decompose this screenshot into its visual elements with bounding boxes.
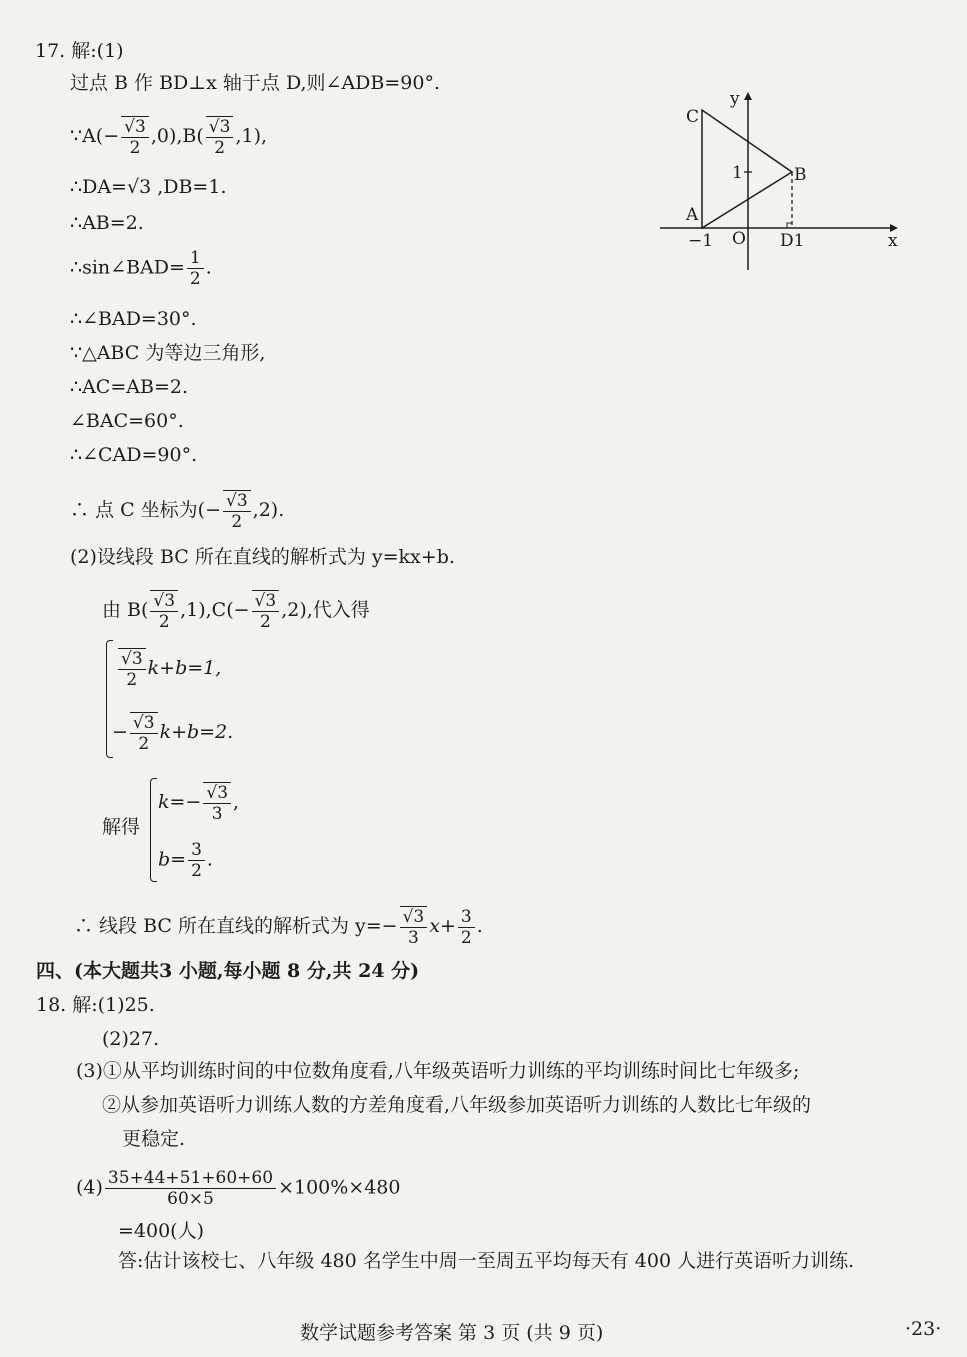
fraction: $\frac{√3}{3}$ — [400, 906, 428, 948]
y-axis-arrow — [744, 92, 752, 100]
q18-line-2: (2)27. — [102, 1028, 160, 1050]
coordinate-figure — [650, 88, 910, 278]
fraction: $\frac{√3}{2}$ — [118, 648, 146, 690]
q17-line-2: ∵A(− $\frac{√3}{2}$ ,0),B( $\frac{√3}{2}$ ,1), — [70, 117, 268, 158]
q18-line-8: 答:估计该校七、八年级 480 名学生中周一至周五平均每天有 400 人进行英语听力训练. — [118, 1250, 855, 1272]
q17-line-10: ∴∠CAD=90°. — [70, 444, 198, 466]
system-brace-2 — [150, 778, 157, 882]
q18-line-4: ②从参加英语听力训练人数的方差角度看,八年级参加英语听力训练的人数比七年级的 — [102, 1094, 812, 1116]
label-x: x — [888, 231, 898, 251]
solve-label: 解得 — [102, 816, 141, 838]
fraction: $\frac{3}{2}$ — [188, 840, 205, 881]
q18-line-7: =400(人) — [118, 1220, 205, 1242]
fraction: $\frac{1}{2}$ — [187, 248, 204, 289]
fraction: $\frac{√3}{2}$ — [150, 590, 178, 632]
q18-line-3: (3)①从平均训练时间的中位数角度看,八年级英语听力训练的平均训练时间比七年级多; — [76, 1060, 800, 1082]
label-y: y — [730, 89, 740, 109]
q17-line-6: ∴∠BAD=30°. — [70, 308, 197, 330]
q17-line-12: (2)设线段 BC 所在直线的解析式为 y=kx+b. — [70, 546, 455, 568]
q17-line-1: 过点 B 作 BD⊥x 轴于点 D,则∠ADB=90°. — [70, 72, 441, 94]
q17-title: 17. 解:(1) — [35, 40, 124, 62]
equation-1: $\frac{√3}{2}$ k+b=1, — [116, 648, 221, 690]
solution-b: b= $\frac{3}{2}$ . — [158, 840, 213, 881]
label-b: B — [794, 165, 807, 185]
solution-k: k=− $\frac{√3}{3}$ , — [158, 783, 240, 824]
fraction: $\frac{√3}{2}$ — [130, 712, 158, 754]
fraction: $\frac{√3}{2}$ — [121, 116, 149, 158]
label-one: 1 — [732, 163, 743, 183]
q17-line-8: ∴AC=AB=2. — [70, 376, 188, 398]
q17-line-14: ∴ 线段 BC 所在直线的解析式为 y=− $\frac{√3}{3}$ x+ $\frac{3}{2}$ . — [74, 906, 483, 948]
q17-line-9: ∠BAC=60°. — [70, 410, 184, 432]
q18-line-6: (4) $\frac{35+44+51+60+60}{60\times 5}$ ×100%×480 — [76, 1168, 401, 1209]
label-o: O — [732, 229, 746, 249]
q17-line-3: ∴DA=√3 ,DB=1. — [70, 176, 227, 198]
page-footer: 数学试题参考答案 第 3 页 (共 9 页) — [300, 1322, 604, 1344]
label-d1: D1 — [780, 231, 805, 251]
page-number: ·23· — [905, 1318, 942, 1340]
fraction: $\frac{√3}{2}$ — [252, 590, 280, 632]
triangle-abc — [702, 110, 792, 228]
label-c: C — [686, 107, 700, 127]
section-4-heading: 四、(本大题共3 小题,每小题 8 分,共 24 分) — [36, 960, 420, 982]
fraction: $\frac{√3}{2}$ — [206, 116, 234, 158]
q17-line-5: ∴sin∠BAD= $\frac{1}{2}$ . — [70, 248, 212, 289]
q17-line-7: ∵△ABC 为等边三角形, — [70, 342, 266, 364]
fraction: $\frac{√3}{2}$ — [223, 490, 251, 532]
fraction: $\frac{35+44+51+60+60}{60\times 5}$ — [105, 1168, 276, 1209]
fraction: $\frac{3}{2}$ — [458, 907, 475, 948]
q18-line-5: 更稳定. — [122, 1128, 186, 1150]
q17-line-13: 由 B( $\frac{√3}{2}$ ,1),C(− $\frac{√3}{2}$ ,2),代入得 — [102, 591, 370, 632]
equation-2: − $\frac{√3}{2}$ k+b=2. — [112, 713, 234, 754]
q17-line-4: ∴AB=2. — [70, 212, 144, 234]
label-neg1: −1 — [688, 231, 714, 251]
q18-line-1: 18. 解:(1)25. — [36, 994, 155, 1016]
fraction: $\frac{√3}{3}$ — [203, 782, 231, 824]
q17-line-11: ∴ 点 C 坐标为(− $\frac{√3}{2}$ ,2). — [70, 491, 285, 532]
label-a: A — [686, 205, 699, 225]
